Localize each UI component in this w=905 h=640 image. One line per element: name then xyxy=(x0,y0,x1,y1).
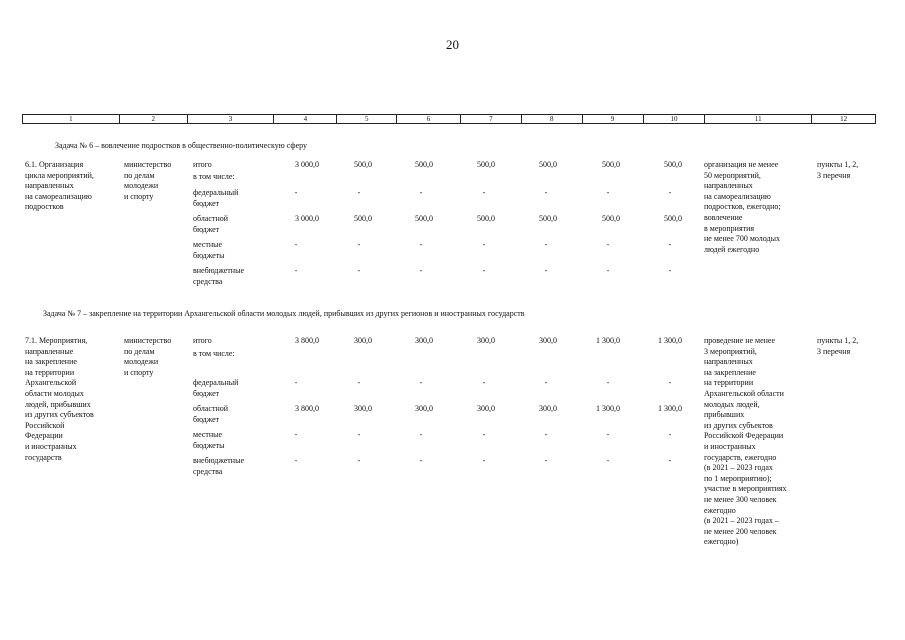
header-col-8: 8 xyxy=(522,115,583,123)
points-reference: пункты 1, 2, 3 перечня xyxy=(817,336,859,356)
value-cell: 300,0 xyxy=(539,336,557,345)
funding-source-label: внебюджетные средства xyxy=(193,456,244,476)
value-cell: - xyxy=(482,456,486,465)
value-cell: 300,0 xyxy=(415,404,433,413)
funding-source-label: итого xyxy=(193,160,212,169)
value-cell: - xyxy=(357,430,361,439)
value-cell: 1 300,0 xyxy=(596,336,620,345)
funding-source-label: итого xyxy=(193,336,212,345)
value-cell: 3 000,0 xyxy=(295,214,319,223)
value-cell: - xyxy=(482,240,486,249)
funding-source-label: федеральный бюджет xyxy=(193,188,239,208)
funding-source-label: областной бюджет xyxy=(193,214,229,234)
funding-source-label: внебюджетные средства xyxy=(193,266,244,286)
value-cell: - xyxy=(668,430,672,439)
value-cell: 300,0 xyxy=(415,336,433,345)
value-cell: 500,0 xyxy=(539,214,557,223)
funding-source-label: в том числе: xyxy=(193,172,235,181)
value-cell: - xyxy=(294,188,298,197)
points-reference: пункты 1, 2, 3 перечня xyxy=(817,160,859,180)
value-cell: - xyxy=(482,188,486,197)
value-cell: - xyxy=(668,378,672,387)
value-cell: 3 800,0 xyxy=(295,404,319,413)
header-col-12: 12 xyxy=(840,115,848,123)
value-cell: 1 300,0 xyxy=(658,404,682,413)
value-cell: - xyxy=(294,456,298,465)
funding-source-label: областной бюджет xyxy=(193,404,229,424)
item-name: 7.1. Мероприятия, направленные на закрепление на территории Архангельской области молодых людей, прибывших из других субъектов Российской Федерации и иностранных государств xyxy=(25,336,94,462)
value-cell: - xyxy=(668,456,672,465)
item-name: 6.1. Организация цикла мероприятий, направленных на самореализацию подростков xyxy=(25,160,94,212)
value-cell: - xyxy=(606,430,610,439)
value-cell: - xyxy=(294,430,298,439)
value-cell: - xyxy=(606,188,610,197)
value-cell: 500,0 xyxy=(477,214,495,223)
value-cell: - xyxy=(357,240,361,249)
page-number: 20 xyxy=(446,37,459,52)
value-cell: 500,0 xyxy=(415,160,433,169)
value-cell: - xyxy=(419,188,423,197)
value-cell: - xyxy=(544,188,548,197)
value-cell: - xyxy=(357,266,361,275)
value-cell: - xyxy=(668,266,672,275)
value-cell: 300,0 xyxy=(477,404,495,413)
value-cell: - xyxy=(606,456,610,465)
header-col-3: 3 xyxy=(188,115,275,123)
value-cell: 300,0 xyxy=(477,336,495,345)
value-cell: - xyxy=(544,378,548,387)
value-cell: - xyxy=(544,430,548,439)
value-cell: - xyxy=(419,456,423,465)
task-title: Задача № 6 – вовлечение подростков в общественно-политическую сферу xyxy=(55,141,308,150)
value-cell: 500,0 xyxy=(664,160,682,169)
value-cell: 500,0 xyxy=(664,214,682,223)
value-cell: 500,0 xyxy=(602,160,620,169)
header-col-10: 10 xyxy=(644,115,706,123)
value-cell: - xyxy=(606,266,610,275)
value-cell: - xyxy=(294,378,298,387)
funding-source-label: федеральный бюджет xyxy=(193,378,239,398)
value-cell: - xyxy=(668,240,672,249)
value-cell: 500,0 xyxy=(539,160,557,169)
value-cell: - xyxy=(294,266,298,275)
expected-result: организация не менее 50 мероприятий, направленных на самореализацию подростков, ежегодно; вовлечение в мероприятия не менее 700 молодых людей ежегодно xyxy=(704,160,781,254)
value-cell: 3 000,0 xyxy=(295,160,319,169)
value-cell: - xyxy=(294,240,298,249)
funding-source-label: местные бюджеты xyxy=(193,430,225,450)
header-col-4: 4 xyxy=(274,115,337,123)
value-cell: - xyxy=(357,378,361,387)
value-cell: 3 800,0 xyxy=(295,336,319,345)
header-col-11: 11 xyxy=(705,115,812,123)
value-cell: - xyxy=(544,240,548,249)
value-cell: - xyxy=(482,378,486,387)
value-cell: 1 300,0 xyxy=(596,404,620,413)
value-cell: - xyxy=(544,456,548,465)
executor: министерство по делам молодежи и спорту xyxy=(124,336,172,377)
value-cell: - xyxy=(419,266,423,275)
value-cell: 500,0 xyxy=(415,214,433,223)
header-col-6: 6 xyxy=(397,115,461,123)
value-cell: 500,0 xyxy=(354,160,372,169)
expected-result: проведение не менее 3 мероприятий, направленных на закрепление на территории Архангельской области молодых людей, прибывших из других субъектов Российской Федерации и иностранных государств, ежегодно (в 2021 – 2023 годах по 1 мероприятию); участие в мероприятиях не менее 300 человек ежегодно (в 2021 – 2023 годах – не менее 200 человек ежегодно) xyxy=(704,336,787,547)
table-header-row xyxy=(22,114,876,124)
value-cell: 500,0 xyxy=(602,214,620,223)
value-cell: - xyxy=(606,240,610,249)
value-cell: - xyxy=(482,266,486,275)
value-cell: - xyxy=(357,456,361,465)
header-col-2: 2 xyxy=(120,115,188,123)
value-cell: 1 300,0 xyxy=(658,336,682,345)
value-cell: - xyxy=(544,266,548,275)
funding-source-label: местные бюджеты xyxy=(193,240,225,260)
value-cell: - xyxy=(419,378,423,387)
value-cell: - xyxy=(357,188,361,197)
value-cell: - xyxy=(668,188,672,197)
value-cell: - xyxy=(606,378,610,387)
value-cell: 500,0 xyxy=(354,214,372,223)
value-cell: - xyxy=(482,430,486,439)
value-cell: 300,0 xyxy=(354,336,372,345)
header-col-7: 7 xyxy=(461,115,522,123)
funding-source-label: в том числе: xyxy=(193,349,235,358)
header-col-1: 1 xyxy=(23,115,120,123)
header-col-5: 5 xyxy=(337,115,397,123)
value-cell: 500,0 xyxy=(477,160,495,169)
header-col-9: 9 xyxy=(583,115,644,123)
executor: министерство по делам молодежи и спорту xyxy=(124,160,172,201)
value-cell: 300,0 xyxy=(539,404,557,413)
value-cell: - xyxy=(419,430,423,439)
task-title: Задача № 7 – закрепление на территории Архангельской области молодых людей, прибывших из других регионов и иностранных государств xyxy=(43,309,525,318)
value-cell: 300,0 xyxy=(354,404,372,413)
value-cell: - xyxy=(419,240,423,249)
